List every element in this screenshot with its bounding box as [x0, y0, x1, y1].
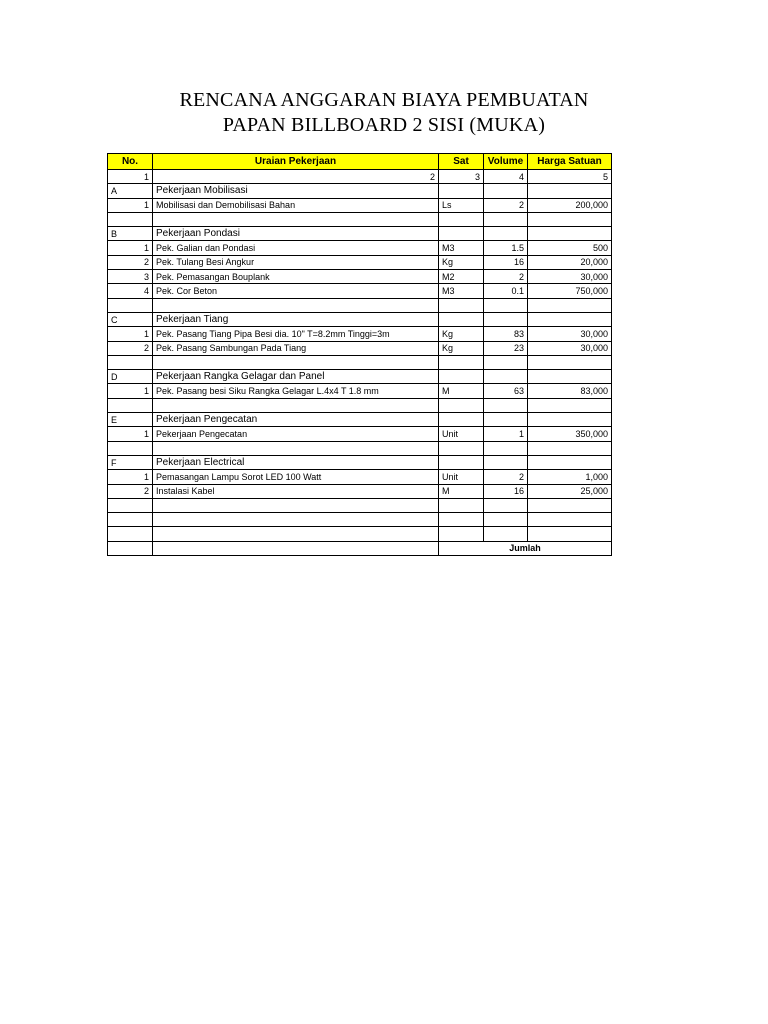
unit-cell: Kg — [439, 327, 484, 341]
section-title-cell: Pekerjaan Rangka Gelagar dan Panel — [153, 370, 439, 384]
table-row — [108, 341, 612, 355]
price-cell — [528, 312, 612, 326]
budget-table — [107, 153, 612, 556]
section-title-cell: Pekerjaan Pengecatan — [153, 413, 439, 427]
title-line-2: PAPAN BILLBOARD 2 SISI (MUKA) — [222, 114, 546, 136]
table-header-row — [108, 154, 612, 170]
price-cell — [528, 355, 612, 369]
section-row — [108, 413, 612, 427]
table-row — [108, 355, 612, 369]
price-cell — [528, 413, 612, 427]
price-cell: 200,000 — [528, 198, 612, 212]
unit-cell: M — [439, 384, 484, 398]
price-cell: 30,000 — [528, 327, 612, 341]
description-cell: Pek. Cor Beton — [153, 284, 439, 298]
price-cell: 30,000 — [528, 270, 612, 284]
section-row — [108, 227, 612, 241]
volume-cell: 2 — [484, 270, 528, 284]
description-cell — [153, 527, 439, 541]
no-cell: 3 — [108, 270, 153, 284]
unit-cell: M — [439, 484, 484, 498]
unit-cell: Kg — [439, 341, 484, 355]
volume-cell — [484, 312, 528, 326]
index-cell: 1 — [108, 170, 153, 184]
volume-cell: 2 — [484, 470, 528, 484]
no-cell — [108, 441, 153, 455]
description-cell — [153, 398, 439, 412]
table-row — [108, 427, 612, 441]
volume-cell: 16 — [484, 484, 528, 498]
description-cell: Pekerjaan Pengecatan — [153, 427, 439, 441]
price-cell — [528, 455, 612, 469]
unit-cell — [439, 298, 484, 312]
index-cell: 5 — [528, 170, 612, 184]
document-title — [0, 88, 768, 138]
price-cell — [528, 184, 612, 198]
no-cell — [108, 527, 153, 541]
no-cell: 4 — [108, 284, 153, 298]
table-row — [108, 241, 612, 255]
price-cell — [528, 298, 612, 312]
total-label: Jumlah — [439, 541, 612, 555]
unit-cell — [439, 455, 484, 469]
volume-cell: 1 — [484, 427, 528, 441]
unit-cell — [439, 441, 484, 455]
description-cell: Pek. Tulang Besi Angkur — [153, 255, 439, 269]
section-row — [108, 455, 612, 469]
index-cell: 3 — [439, 170, 484, 184]
volume-cell — [484, 498, 528, 512]
unit-cell: Kg — [439, 255, 484, 269]
volume-cell — [484, 184, 528, 198]
unit-cell — [439, 498, 484, 512]
volume-cell — [484, 413, 528, 427]
section-title-cell: Pekerjaan Pondasi — [153, 227, 439, 241]
unit-cell — [439, 227, 484, 241]
volume-cell — [484, 455, 528, 469]
volume-cell: 1.5 — [484, 241, 528, 255]
volume-cell: 2 — [484, 198, 528, 212]
total-blank-cell — [153, 541, 439, 555]
description-cell: Instalasi Kabel — [153, 484, 439, 498]
no-cell: A — [108, 184, 153, 198]
table-row — [108, 384, 612, 398]
description-cell — [153, 498, 439, 512]
price-cell — [528, 513, 612, 527]
unit-cell — [439, 370, 484, 384]
description-cell — [153, 355, 439, 369]
section-row — [108, 312, 612, 326]
unit-cell — [439, 527, 484, 541]
budget-table-body — [108, 154, 612, 556]
volume-cell — [484, 398, 528, 412]
price-cell — [528, 527, 612, 541]
description-cell — [153, 212, 439, 226]
description-cell: Pek. Pasang Sambungan Pada Tiang — [153, 341, 439, 355]
table-row — [108, 498, 612, 512]
price-cell — [528, 398, 612, 412]
no-cell: 2 — [108, 341, 153, 355]
no-cell: 1 — [108, 327, 153, 341]
price-cell — [528, 498, 612, 512]
unit-cell: Ls — [439, 198, 484, 212]
total-row — [108, 541, 612, 555]
volume-cell: 83 — [484, 327, 528, 341]
index-cell: 2 — [153, 170, 439, 184]
price-cell: 350,000 — [528, 427, 612, 441]
unit-cell: M3 — [439, 241, 484, 255]
section-row — [108, 184, 612, 198]
price-cell: 750,000 — [528, 284, 612, 298]
volume-cell: 63 — [484, 384, 528, 398]
no-cell — [108, 398, 153, 412]
price-cell: 83,000 — [528, 384, 612, 398]
unit-cell: Unit — [439, 427, 484, 441]
unit-cell: M2 — [439, 270, 484, 284]
table-row — [108, 255, 612, 269]
price-cell: 30,000 — [528, 341, 612, 355]
price-cell: 20,000 — [528, 255, 612, 269]
table-row — [108, 527, 612, 541]
header-no: No. — [108, 154, 153, 170]
description-cell — [153, 441, 439, 455]
table-row — [108, 270, 612, 284]
no-cell: B — [108, 227, 153, 241]
no-cell: 1 — [108, 470, 153, 484]
description-cell: Pek. Pemasangan Bouplank — [153, 270, 439, 284]
no-cell — [108, 498, 153, 512]
table-row — [108, 212, 612, 226]
volume-cell — [484, 355, 528, 369]
index-cell: 4 — [484, 170, 528, 184]
volume-cell: 23 — [484, 341, 528, 355]
description-cell — [153, 513, 439, 527]
table-row — [108, 198, 612, 212]
section-row — [108, 370, 612, 384]
table-row — [108, 441, 612, 455]
header-uraian: Uraian Pekerjaan — [153, 154, 439, 170]
volume-cell — [484, 227, 528, 241]
no-cell — [108, 513, 153, 527]
volume-cell: 16 — [484, 255, 528, 269]
description-cell: Mobilisasi dan Demobilisasi Bahan — [153, 198, 439, 212]
header-volume: Volume — [484, 154, 528, 170]
table-row — [108, 513, 612, 527]
unit-cell — [439, 398, 484, 412]
volume-cell — [484, 370, 528, 384]
no-cell: F — [108, 455, 153, 469]
unit-cell — [439, 413, 484, 427]
unit-cell: M3 — [439, 284, 484, 298]
volume-cell — [484, 513, 528, 527]
unit-cell — [439, 513, 484, 527]
volume-cell — [484, 212, 528, 226]
no-cell — [108, 212, 153, 226]
price-cell — [528, 370, 612, 384]
description-cell: Pek. Pasang Tiang Pipa Besi dia. 10" T=8.2mm Tinggi=3m — [153, 327, 439, 341]
total-blank-cell — [108, 541, 153, 555]
unit-cell — [439, 312, 484, 326]
no-cell: D — [108, 370, 153, 384]
header-sat: Sat — [439, 154, 484, 170]
unit-cell — [439, 184, 484, 198]
table-row — [108, 484, 612, 498]
description-cell: Pek. Pasang besi Siku Rangka Gelagar L.4x4 T 1.8 mm — [153, 384, 439, 398]
no-cell: E — [108, 413, 153, 427]
section-title-cell: Pekerjaan Tiang — [153, 312, 439, 326]
table-row — [108, 327, 612, 341]
no-cell: 1 — [108, 427, 153, 441]
unit-cell — [439, 212, 484, 226]
table-row — [108, 470, 612, 484]
no-cell: C — [108, 312, 153, 326]
description-cell: Pemasangan Lampu Sorot LED 100 Watt — [153, 470, 439, 484]
volume-cell — [484, 298, 528, 312]
volume-cell: 0.1 — [484, 284, 528, 298]
price-cell — [528, 212, 612, 226]
no-cell: 1 — [108, 241, 153, 255]
table-row — [108, 284, 612, 298]
unit-cell — [439, 355, 484, 369]
price-cell — [528, 441, 612, 455]
description-cell — [153, 298, 439, 312]
no-cell — [108, 355, 153, 369]
price-cell: 500 — [528, 241, 612, 255]
price-cell: 1,000 — [528, 470, 612, 484]
description-cell: Pek. Galian dan Pondasi — [153, 241, 439, 255]
table-row — [108, 398, 612, 412]
volume-cell — [484, 441, 528, 455]
section-title-cell: Pekerjaan Electrical — [153, 455, 439, 469]
no-cell: 1 — [108, 384, 153, 398]
title-line-1: RENCANA ANGGARAN BIAYA PEMBUATAN — [179, 89, 589, 111]
no-cell — [108, 298, 153, 312]
price-cell: 25,000 — [528, 484, 612, 498]
column-index-row — [108, 170, 612, 184]
volume-cell — [484, 527, 528, 541]
table-row — [108, 298, 612, 312]
unit-cell: Unit — [439, 470, 484, 484]
price-cell — [528, 227, 612, 241]
no-cell: 2 — [108, 255, 153, 269]
no-cell: 2 — [108, 484, 153, 498]
no-cell: 1 — [108, 198, 153, 212]
header-harga-satuan: Harga Satuan — [528, 154, 612, 170]
section-title-cell: Pekerjaan Mobilisasi — [153, 184, 439, 198]
